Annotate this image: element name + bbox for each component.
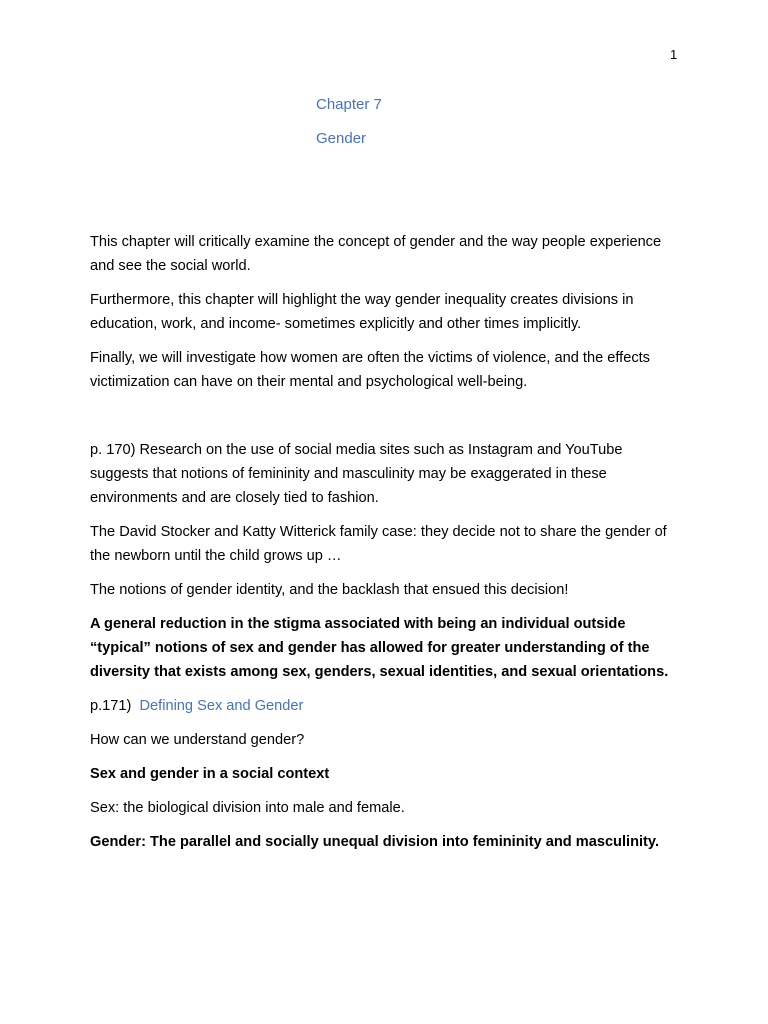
chapter-heading xyxy=(316,95,382,149)
stigma-paragraph: A general reduction in the stigma associated with being an individual outside “typical” notions of sex and gender has allowed for greater understanding of the diversity that exists among sex, genders, sexual identities, and sexual orientations. xyxy=(90,616,669,680)
sex-definition-paragraph: Sex: the biological division into male and female. xyxy=(90,800,405,816)
backlash-paragraph: The notions of gender identity, and the backlash that ensued this decision! xyxy=(90,582,569,598)
chapter-number: Chapter 7 xyxy=(316,96,382,113)
question-paragraph: How can we understand gender? xyxy=(90,732,305,748)
social-context-heading: Sex and gender in a social context xyxy=(90,766,330,782)
gender-definition-paragraph: Gender: The parallel and socially unequal division into femininity and masculinity. xyxy=(90,834,659,850)
family-case-paragraph: The David Stocker and Katty Witterick family case: they decide not to share the gender of the newborn until the child grows up … xyxy=(90,524,667,564)
defining-sex-gender-link[interactable]: Defining Sex and Gender xyxy=(139,698,304,714)
intro-paragraph: Furthermore, this chapter will highlight the way gender inequality creates divisions in education, work, and income- sometimes explicitly and other times implicitly. xyxy=(90,292,634,332)
intro-paragraph: This chapter will critically examine the concept of gender and the way people experience and see the social world. xyxy=(90,234,662,274)
research-note-paragraph: p. 170) Research on the use of social media sites such as Instagram and YouTube suggests that notions of femininity and masculinity may be exaggerated in these environments and are closely tied to fashion. xyxy=(90,442,623,506)
chapter-title: Gender xyxy=(316,130,367,147)
page-reference: p.171) xyxy=(90,698,132,714)
paragraph-spacer xyxy=(90,404,680,438)
defining-sex-gender-line xyxy=(90,694,680,718)
page-number: 1 xyxy=(670,47,678,62)
intro-paragraph: Finally, we will investigate how women are often the victims of violence, and the effects victimization can have on their mental and psychological well-being. xyxy=(90,350,650,390)
document-body xyxy=(90,230,680,864)
